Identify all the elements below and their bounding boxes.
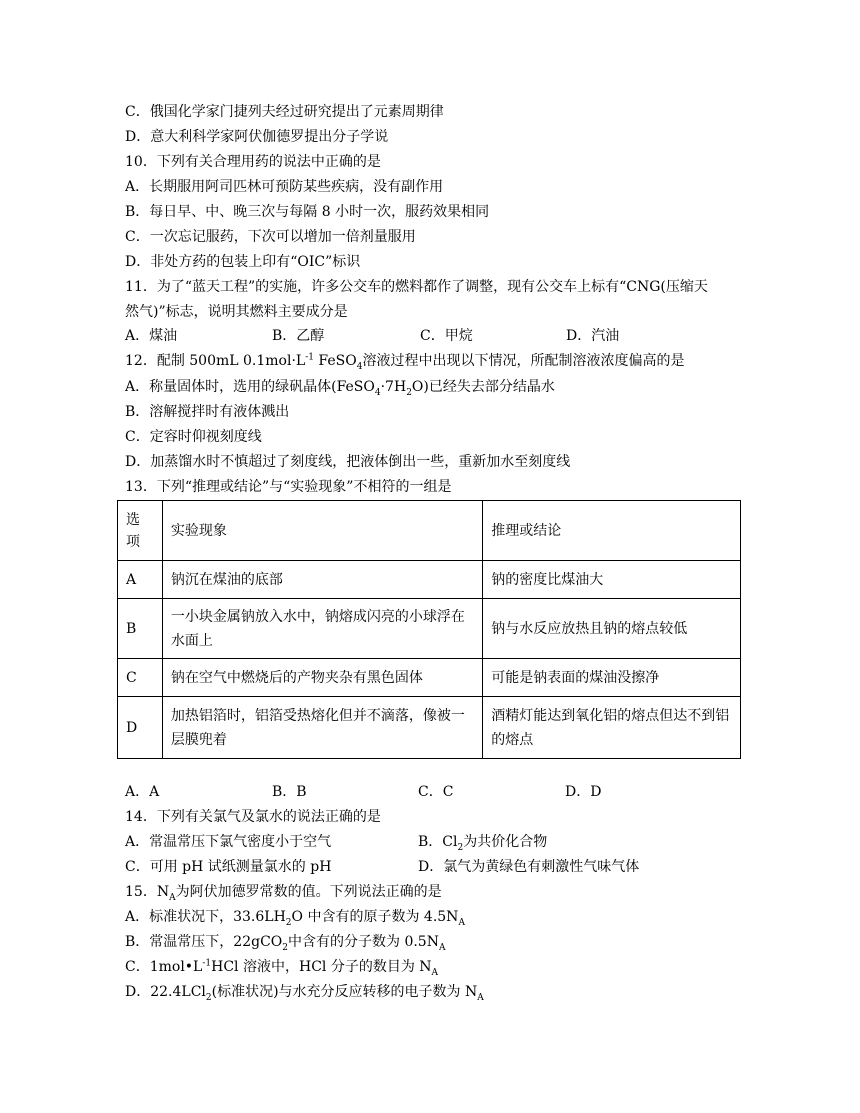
q15-stem: 15．$N_A$为阿伏加德罗常数的值。下列说法正确的是: [125, 884, 442, 903]
row-phenomenon: 钠沉在煤油的底部: [162, 561, 482, 599]
table-header-row: [118, 501, 741, 561]
q12-option-a: A．称量固体时，选用的绿矾晶体$(FeSO_4\cdot 7H_2O)$已经失去部分结晶水: [125, 379, 555, 398]
q9-option-c: C．俄国化学家门捷列夫经过研究提出了元素周期律: [125, 104, 444, 120]
q11-stem-line1: 11．为了“蓝天工程”的实施，许多公交车的燃料都作了调整，现有公交车上标有“CNG(压缩天: [125, 279, 708, 295]
table-row: [118, 659, 741, 697]
q11-option-c: C．甲烷: [420, 328, 473, 344]
q13-option-b: B．B: [272, 784, 307, 800]
q13-option-a: A．A: [125, 784, 160, 800]
header-conclusion: 推理或结论: [483, 501, 741, 561]
q14-option-b: B．$Cl_2$为共价化合物: [418, 834, 548, 853]
q14-option-a: A．常温常压下氯气密度小于空气: [125, 834, 332, 850]
q10-option-a: A．长期服用阿司匹林可预防某些疾病，没有副作用: [125, 179, 444, 195]
q10-option-b: B．每日早、中、晚三次与每隔 8 小时一次，服药效果相同: [125, 204, 490, 220]
q15-option-a: A．标准状况下，$33.6LH_2O$ 中含有的原子数为 $4.5N_A$: [125, 909, 465, 928]
q12-option-b: B．溶解搅拌时有液体溅出: [125, 404, 290, 420]
row-phenomenon: 一小块金属钠放入水中，钠熔成闪亮的小球浮在水面上: [162, 599, 482, 659]
q12-stem: 12．配制 500mL $0.1mol\cdot L^{-1}$ FeSO$_4$溶液过程中出现以下情况，所配制溶液浓度偏高的是: [125, 352, 685, 372]
q13-option-c: C．C: [418, 784, 454, 800]
q15-option-b: B．常温常压下，22gCO$_2$中含有的分子数为 $0.5N_A$: [125, 934, 446, 953]
row-phenomenon: 加热铝箔时，铝箔受热熔化但并不滴落，像被一层膜兜着: [162, 697, 482, 759]
q14-option-c: C．可用 pH 试纸测量氯水的 pH: [125, 859, 332, 875]
q11-option-b: B．乙醇: [272, 328, 325, 344]
row-conclusion: 酒精灯能达到氧化铝的熔点但达不到铝的熔点: [483, 697, 741, 759]
q9-option-d: D．意大利科学家阿伏伽德罗提出分子学说: [125, 129, 389, 145]
q14-option-d: D．氯气为黄绿色有刺激性气味气体: [418, 859, 640, 875]
row-label: D: [118, 697, 163, 759]
q12-option-d: D．加蒸馏水时不慎超过了刻度线，把液体倒出一些，重新加水至刻度线: [125, 454, 571, 470]
q10-stem: 10．下列有关合理用药的说法中正确的是: [125, 154, 381, 170]
row-conclusion: 钠与水反应放热且钠的熔点较低: [483, 599, 741, 659]
q14-stem: 14．下列有关氯气及氯水的说法正确的是: [125, 809, 381, 825]
q15-option-d: D．22.4LCl$_2$(标准状况)与水充分反应转移的电子数为 $N_A$: [125, 984, 484, 1003]
table-row: [118, 599, 741, 659]
row-label: C: [118, 659, 163, 697]
q10-option-d: D．非处方药的包装上印有“OIC”标识: [125, 254, 361, 270]
row-label: A: [118, 561, 163, 599]
header-option: 选项: [118, 501, 163, 561]
q11-stem-line2: 然气)”标志，说明其燃料主要成分是: [125, 304, 348, 320]
table-row: [118, 561, 741, 599]
q13-option-d: D．D: [565, 784, 602, 800]
q15-option-c: C．$1mol•L^{-1}HCl$ 溶液中，HCl 分子的数目为 $N_A$: [125, 958, 439, 978]
table-row: [118, 697, 741, 759]
row-label: B: [118, 599, 163, 659]
row-conclusion: 钠的密度比煤油大: [483, 561, 741, 599]
row-phenomenon: 钠在空气中燃烧后的产物夹杂有黑色固体: [162, 659, 482, 697]
q10-option-c: C．一次忘记服药，下次可以增加一倍剂量服用: [125, 229, 416, 245]
q11-option-a: A．煤油: [125, 328, 178, 344]
q13-stem: 13．下列“推理或结论”与“实验现象”不相符的一组是: [125, 479, 452, 495]
experiment-table: [117, 500, 741, 759]
q11-option-d: D．汽油: [566, 328, 620, 344]
q12-option-c: C．定容时仰视刻度线: [125, 429, 262, 445]
row-conclusion: 可能是钠表面的煤油没擦净: [483, 659, 741, 697]
header-phenomenon: 实验现象: [162, 501, 482, 561]
